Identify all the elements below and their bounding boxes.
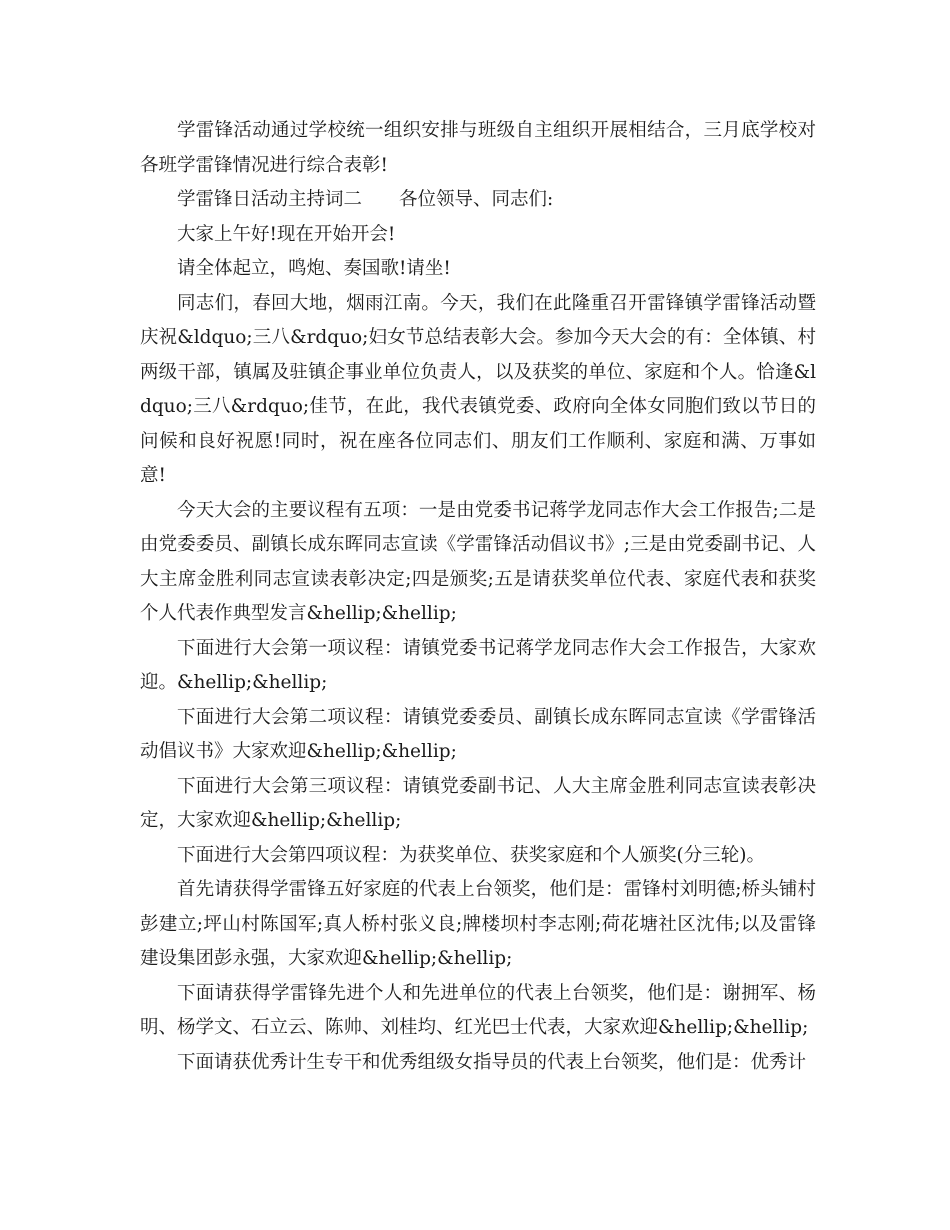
paragraph-4: 请全体起立，鸣炮、奏国歌!请坐! bbox=[177, 258, 451, 279]
paragraph-10: 下面进行大会第四项议程：为获奖单位、获奖家庭和个人颁奖(分三轮)。 bbox=[177, 844, 765, 866]
paragraph-5: 同志们，春回大地，烟雨江南。今天，我们在此隆重召开雷锋镇学雷锋活动暨庆祝&ldquo;三八&rdquo;妇女节总结表彰大会。参加今天大会的有：全体镇、村两级干部，镇属及驻镇企事业单位负责人，以及获奖的单位、家庭和个人。恰逢&ldquo;三八&rdquo;佳节，在此，我代表镇党委、政府向全体女同胞们致以节日的问候和良好祝愿!同时，祝在座各位同志们、朋友们工作顺利、家庭和满、万事如意! bbox=[140, 292, 817, 486]
paragraph-11: 首先请获得学雷锋五好家庭的代表上台领奖，他们是：雷锋村刘明德;桥头铺村彭建立;坪山村陈国军;真人桥村张义良;牌楼坝村李志刚;荷花塘社区沈伟;以及雷锋建设集团彭永强，大家欢迎&hellip;&hellip; bbox=[140, 879, 816, 969]
paragraph-6: 今天大会的主要议程有五项：一是由党委书记蒋学龙同志作大会工作报告;二是由党委委员、副镇长成东晖同志宣读《学雷锋活动倡议书》;三是由党委副书记、人大主席金胜利同志宣读表彰决定;四是颁奖;五是请获奖单位代表、家庭代表和获奖个人代表作典型发言&hellip;&hellip; bbox=[140, 499, 816, 624]
paragraph-12: 下面请获得学雷锋先进个人和先进单位的代表上台领奖，他们是：谢拥军、杨明、杨学文、石立云、陈帅、刘桂均、红光巴士代表，大家欢迎&hellip;&hellip; bbox=[140, 982, 816, 1038]
paragraph-1: 学雷锋活动通过学校统一组织安排与班级自主组织开展相结合，三月底学校对各班学雷锋情况进行综合表彰! bbox=[140, 120, 816, 176]
paragraph-9: 下面进行大会第三项议程：请镇党委副书记、人大主席金胜利同志宣读表彰决定，大家欢迎&hellip;&hellip; bbox=[140, 775, 816, 831]
paragraph-7: 下面进行大会第一项议程：请镇党委书记蒋学龙同志作大会工作报告，大家欢迎。&hellip;&hellip; bbox=[140, 637, 816, 693]
paragraph-8: 下面进行大会第二项议程：请镇党委委员、副镇长成东晖同志宣读《学雷锋活动倡议书》大家欢迎&hellip;&hellip; bbox=[140, 706, 816, 762]
paragraph-3: 大家上午好!现在开始开会! bbox=[177, 223, 396, 245]
paragraph-13: 下面请获优秀计生专干和优秀组级女指导员的代表上台领奖，他们是：优秀计 bbox=[177, 1051, 807, 1073]
document-body bbox=[140, 114, 816, 1080]
paragraph-2: 学雷锋日活动主持词二 各位领导、同志们: bbox=[177, 189, 554, 210]
